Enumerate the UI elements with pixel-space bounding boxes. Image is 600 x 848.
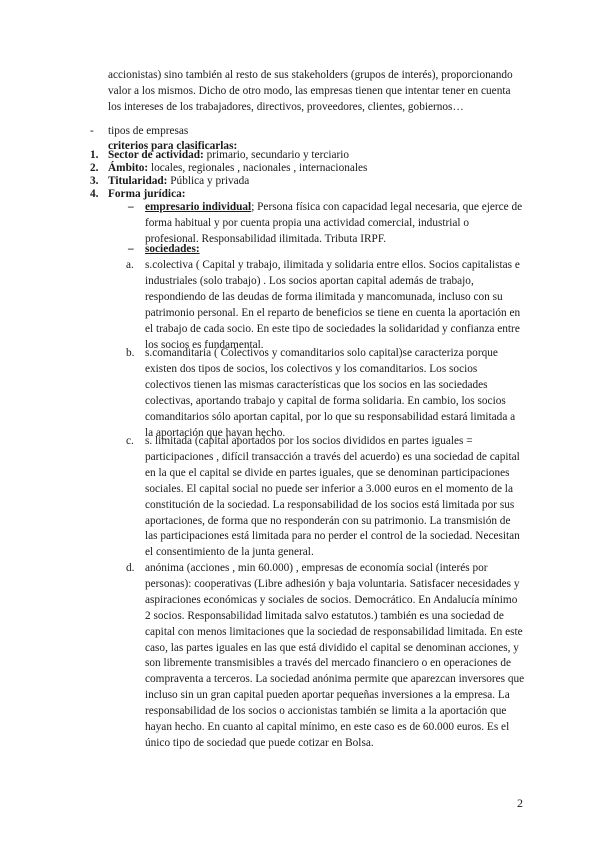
- sociedad-paragraph: s.comanditaria ( Colectivos y comanditarios solo capital)se caracteriza porque existen dos tipos de socios, los colectivos y los comanditarios. Los socios colectivos tienen las mismas características que los socios en las sociedades colectivas, aportando trabajo y capital de forma solidaria. En cambio, los socios comanditarios sólo aportan capital, por lo que su responsabilidad estará limitada a la aportación que hayan hecho.: [145, 347, 516, 439]
- dash-marker: –: [128, 201, 134, 213]
- tipos-heading: tipos de empresas: [108, 125, 189, 137]
- bullet-marker: -: [90, 125, 94, 137]
- criterion-text: Pública y privada: [167, 175, 250, 187]
- sociedad-letter: d.: [126, 562, 135, 574]
- sociedad-paragraph: s. limitada (capital aportados por los socios divididos en partes iguales = participaciones , difícil transacción a través del acuerdo) es una sociedad de capital en la que el capital se divide en partes iguales, que se denominan participaciones sociales. El capital social no puede ser inferior a 3.000 euros en el momento de la constitución de la sociedad. La responsabilidad de los socios está limitada por sus aportaciones, de forma que no responderán con su patrimonio. La transmisión de las participaciones está limitada para no perder el control de la sociedad. Necesitan el consentimiento de la junta general.: [145, 435, 520, 559]
- empresario-label: empresario individual: [145, 201, 252, 213]
- sociedades-heading: sociedades:: [145, 243, 200, 255]
- criterion-text: locales, regionales , nacionales , internacionales: [148, 162, 368, 174]
- empresario-text: ; Persona física con capacidad legal necesaria, que ejerce de forma habitual y por cuenta propia una actividad comercial, industrial o profesional. Responsabilidad ilimitada. Tributa IRPF.: [145, 201, 523, 245]
- sociedad-paragraph: s.colectiva ( Capital y trabajo, ilimitada y solidaria entre ellos. Socios capitalistas e industriales (solo trabajo) . Los socios aportan capital además de trabajo, respondiendo de las deudas de forma ilimitada y mancomunada, incluso con su patrimonio personal. En el reparto de beneficios se tiene en cuenta la aportación en el trabajo de cada socio. En este tipo de sociedades la solidaridad y confianza entre los socios es fundamental.: [145, 259, 521, 351]
- criterios-heading: criterios para clasificarlas:: [108, 140, 238, 152]
- sociedad-paragraph: anónima (acciones , min 60.000) , empresas de economía social (interés por personas): cooperativas (Libre adhesión y baja voluntaria. Satisfacer necesidades y aspiraciones económicas y sociales de socios. Democrático. En Andalucía mínimo 2 socios. Responsabilidad limitada salvo estatutos.) también es una sociedad de capital con menos limitaciones que la sociedad de responsabilidad limitada. En este caso, las partes iguales en las que está dividido el capital se denominan acciones, y son libremente transmisibles a través del mercado financiero o en operaciones de compraventa a terceros. La sociedad anónima permite que aparezcan inversores que incluso sin un gran capital pueden aportar pequeñas inversiones a la empresa. La responsabilidad de los socios o accionistas también se limita a la aportación que hayan hecho. En cuanto al capital mínimo, en este caso es de 60.000 euros. Es el único tipo de sociedad que puede cotizar en Bolsa.: [145, 562, 525, 749]
- criterion-label: Ámbito:: [108, 162, 149, 174]
- page-number: 2: [517, 796, 523, 810]
- sociedad-letter: b.: [126, 347, 135, 359]
- criterion-label: Titularidad:: [108, 175, 168, 187]
- criterion-label: Forma jurídica:: [108, 188, 186, 200]
- sociedad-letter: c.: [126, 435, 134, 447]
- criterion-number: 2.: [90, 162, 99, 174]
- criterion-number: 3.: [90, 175, 99, 187]
- empresario-paragraph: [145, 200, 525, 248]
- dash-marker: –: [128, 243, 134, 255]
- sociedad-letter: a.: [126, 259, 134, 271]
- intro-paragraph: accionistas) sino también al resto de sus stakeholders (grupos de interés), proporcionando valor a los mismos. Dicho de otro modo, las empresas tienen que intentar tener en cuenta los intereses de los trabajadores, directivos, proveedores, clientes, gobiernos…: [108, 69, 513, 113]
- criterion-number: 1.: [90, 149, 99, 161]
- criterion-label: Sector de actividad:: [108, 149, 204, 161]
- criterion-text: primario, secundario y terciario: [203, 149, 350, 161]
- criterion-number: 4.: [90, 188, 99, 200]
